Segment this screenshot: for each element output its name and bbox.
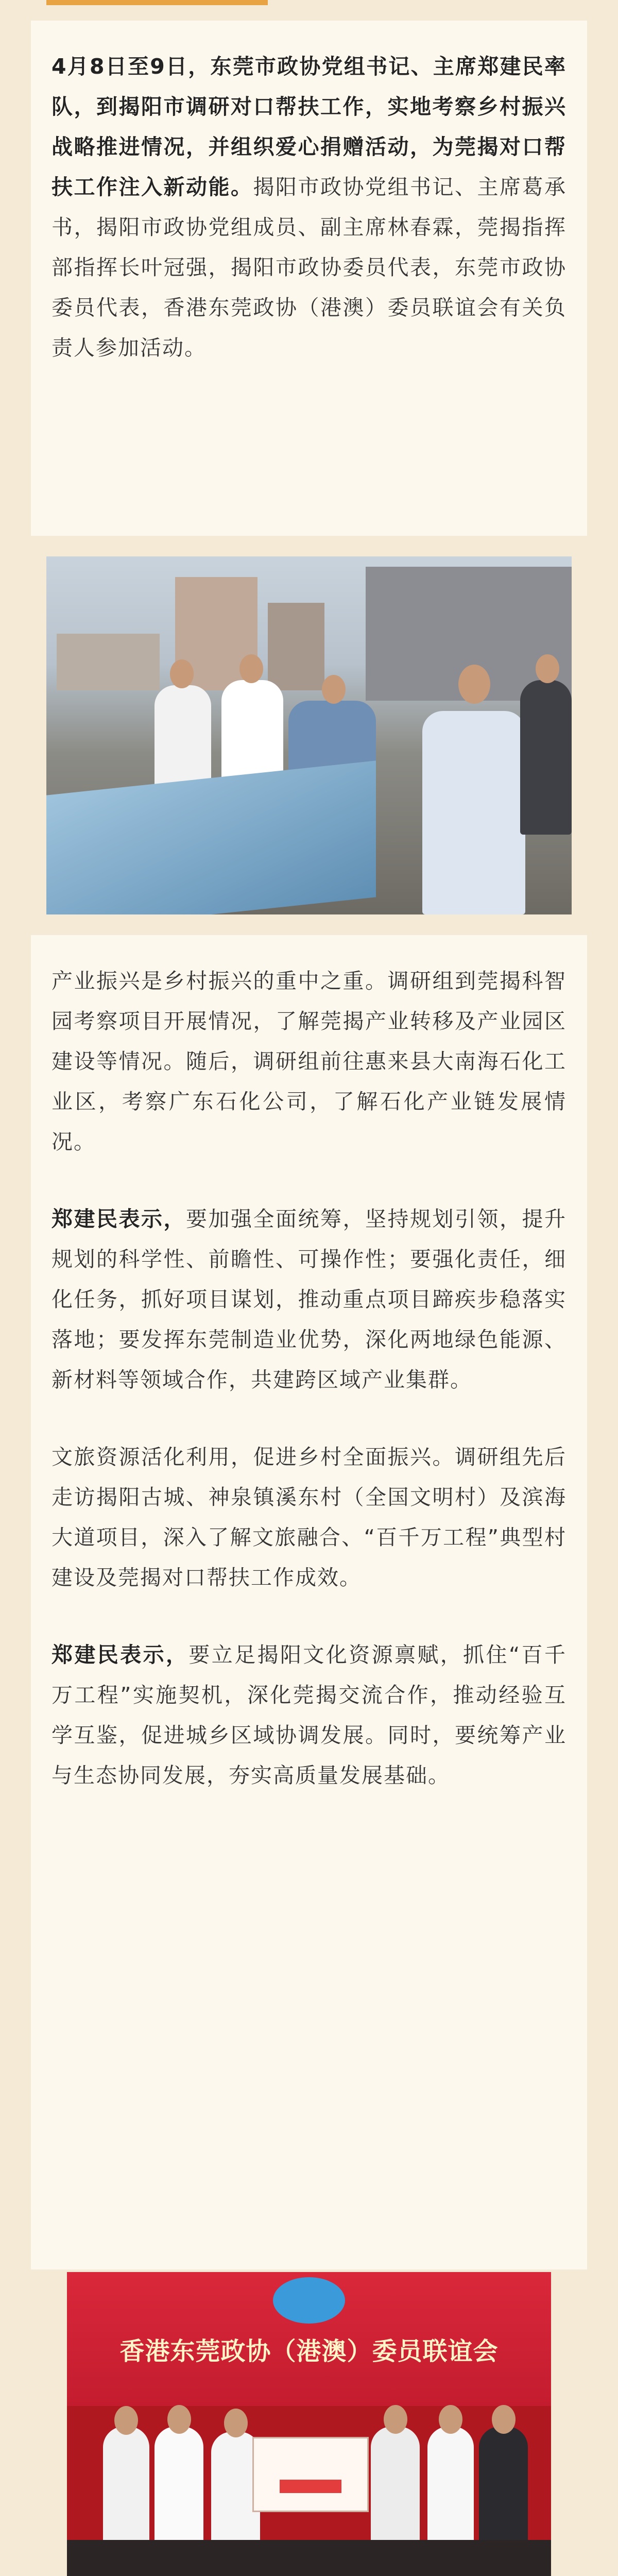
speaker-name-2: 郑建民表示， bbox=[52, 1642, 189, 1667]
ceremony-banner bbox=[67, 2272, 551, 2406]
inspection-photo bbox=[46, 556, 572, 914]
statement-paragraph-2 bbox=[31, 1635, 587, 1795]
speaker-name-1: 郑建民表示， bbox=[52, 1207, 186, 1231]
statement-text-2: 要立足揭阳文化资源禀赋，抓住“百千万工程”实施契机，深化莞揭交流合作，推动经验互学互鉴，促进城乡区域协调发展。同时，要统筹产业与生态协同发展，夯实高质量发展基础。 bbox=[52, 1642, 566, 1788]
planning-board bbox=[46, 760, 376, 914]
intro-bold-text: 4月8日至9日，东莞市政协党组书记、主席郑建民率队，到揭阳市调研对口帮扶工作，实地考察乡村振兴战略推进情况，并组织爱心捐赠活动，为莞揭对口帮扶工作注入新动能。 bbox=[52, 54, 566, 199]
top-accent-bar bbox=[46, 0, 268, 5]
culture-paragraph: 文旅资源活化利用，促进乡村全面振兴。调研组先后走访揭阳古城、神泉镇溪东村（全国文明村）及滨海大道项目，深入了解文旅融合、“百千万工程”典型村建设及莞揭对口帮扶工作成效。 bbox=[52, 1445, 566, 1590]
statement-paragraph-1 bbox=[31, 1199, 587, 1400]
donation-plaque bbox=[252, 2437, 369, 2512]
association-logo bbox=[273, 2277, 345, 2324]
intro-paragraph bbox=[31, 46, 587, 368]
industry-paragraph: 产业振兴是乡村振兴的重中之重。调研组到莞揭科智园考察项目开展情况，了解莞揭产业转移及产业园区建设等情况。随后，调研组前往惠来县大南海石化工业区，考察广东石化公司，了解石化产业链发展情况。 bbox=[52, 969, 566, 1154]
donation-photo bbox=[67, 2272, 551, 2576]
intro-rest-text: 揭阳市政协党组书记、主席葛承书，揭阳市政协党组成员、副主席林春霖，莞揭指挥部指挥长叶冠强，揭阳市政协委员代表，东莞市政协委员代表，香港东莞政协（港澳）委员联谊会有关负责人参加活动。 bbox=[52, 175, 566, 360]
intro-card bbox=[31, 21, 587, 536]
banner-text: 香港东莞政协（港澳）委员联谊会 bbox=[119, 2337, 499, 2366]
body-card bbox=[31, 935, 587, 2269]
statement-text-1: 要加强全面统筹，坚持规划引领，提升规划的科学性、前瞻性、可操作性；要强化责任，细化任务，抓好项目谋划，推动重点项目蹄疾步稳落实落地；要发挥东莞制造业优势，深化两地绿色能源、新材料等领域合作，共建跨区域产业集群。 bbox=[52, 1207, 566, 1392]
